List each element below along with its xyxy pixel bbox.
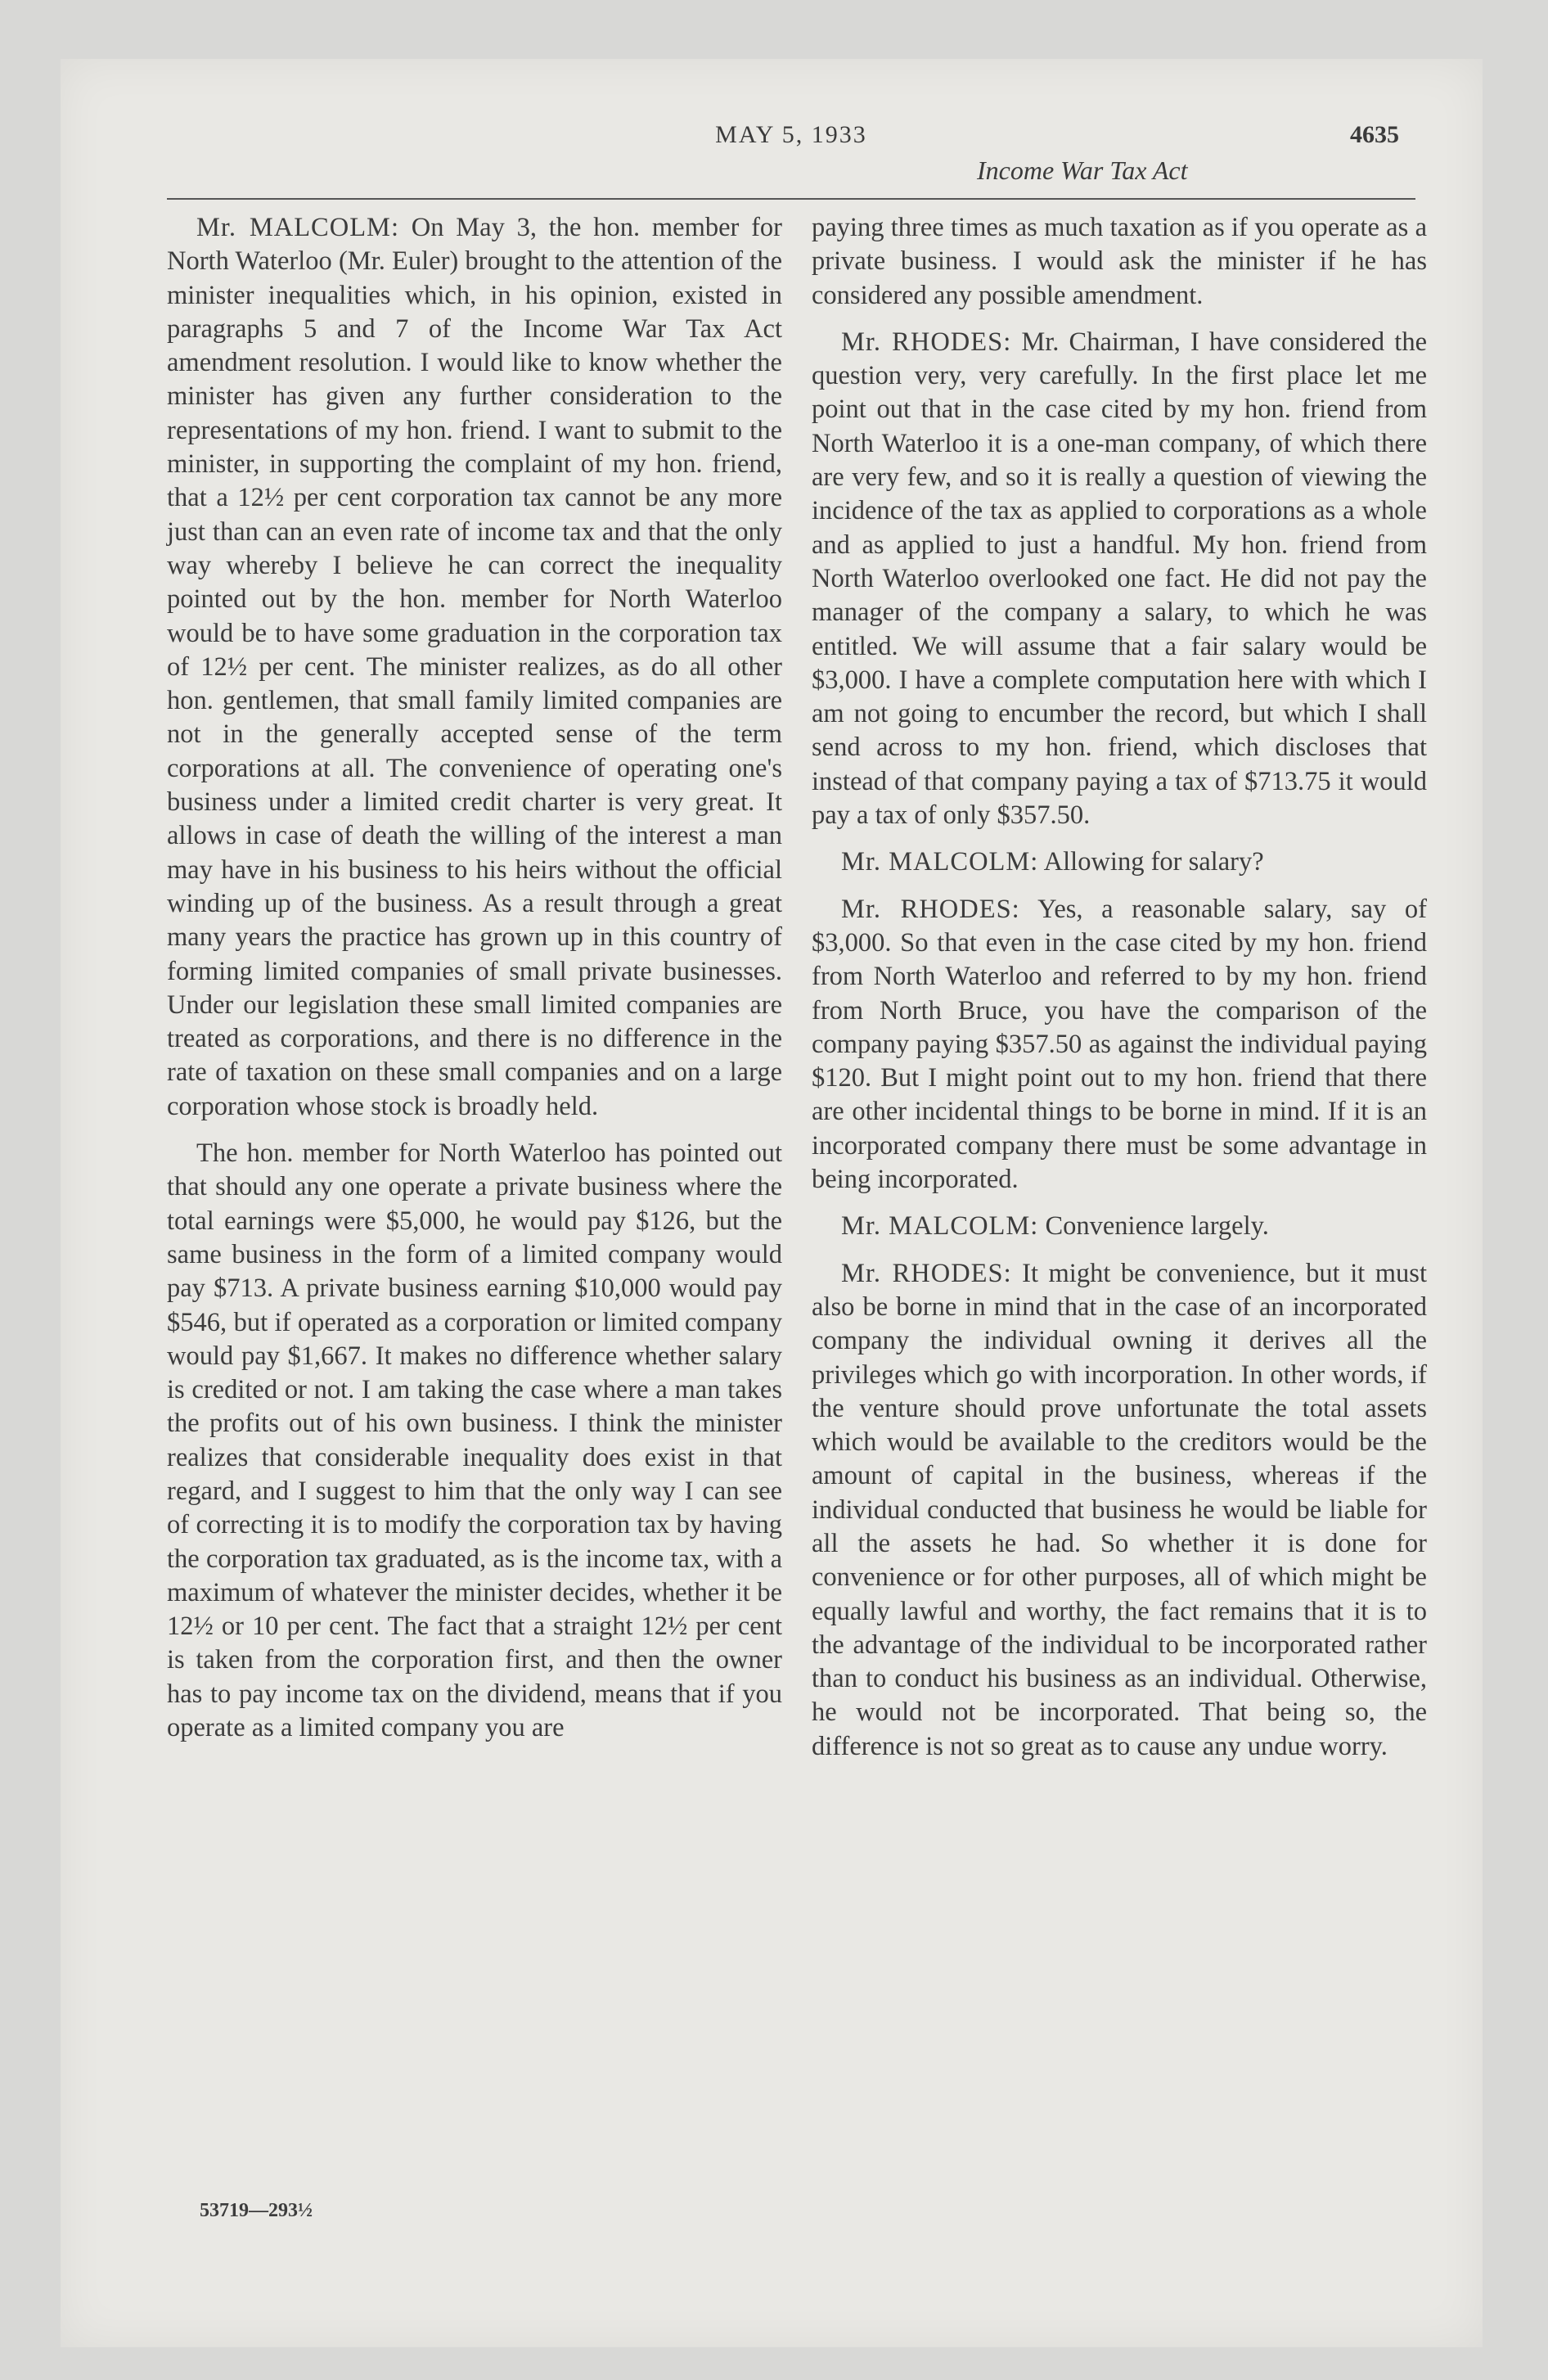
paragraph-text: The hon. member for North Waterloo has pointed out that should any one operate a private business where the total earnings were $5,000, he would pay $126, but the same business in the form of a limited company would pay $713. A private business earning $10,000 would pay $546, but if operated as a corporation or limited company would pay $1,667. It makes no difference whether salary is credited or not. I am taking the case where a man takes the profits out of his own business. I think the minister realizes that considerable inequality does exist in that regard, and I suggest to him that the only way I can see of correcting it is to modify the corporation tax by having the corporation tax graduated, as is the income tax, with a maximum of whatever the minister decides, whether it be 12½ or 10 per cent. The fact that a straight 12½ per cent is taken from the corporation first, and then the owner has to pay income tax on the dividend, means that if you operate as a limited company you are: [167, 1138, 782, 1743]
section-title: Income War Tax Act: [977, 156, 1188, 185]
paragraph: [812, 893, 1427, 1197]
paragraph-text: Convenience largely.: [1045, 1211, 1269, 1242]
paragraph-text: paying three times as much taxation as if you operate as a private business. I would ask the minister if he has considered any possible amendment.: [812, 213, 1427, 310]
speaker-name: Mr. MALCOLM:: [196, 213, 399, 242]
paragraph: [812, 845, 1427, 879]
paragraph: [812, 211, 1427, 313]
page-header: [167, 121, 1415, 187]
paragraph-text: On May 3, the hon. member for North Waterloo (Mr. Euler) brought to the attention of the minister inequalities which, in his opinion, existed in paragraphs 5 and 7 of the Income War Tax Act amendment resolution. I would like to know whether the minister has given any further consideration to the representations of my hon. friend. I want to submit to the minister, in supporting the complaint of my hon. friend, that a 12½ per cent corporation tax cannot be any more just than can an even rate of income tax and that the only way whereby I believe he can correct the inequality pointed out by the hon. member for North Waterloo would be to have some graduation in the corporation tax of 12½ per cent. The minister realizes, as do all other hon. gentlemen, that small family limited companies are not in the generally accepted sense of the term corporations at all. The convenience of operating one's business under a limited credit charter is very great. It allows in case of death the willing of the interest a man may have in his business to his heirs without the official winding up of the business. As a result through a great many years the practice has grown up in this country of forming limited companies of small private businesses. Under our legislation these small limited companies are treated as corporations, and there is no difference in the rate of taxation on these small companies and on a large corporation whose stock is broadly held.: [167, 213, 783, 1121]
speaker-name: Mr. RHODES:: [841, 894, 1020, 924]
header-date: MAY 5, 1933: [715, 121, 867, 148]
paragraph: [812, 1210, 1427, 1243]
paragraph: [812, 1257, 1427, 1764]
paragraph-text: It might be convenience, but it must also be borne in mind that in the case of an incorporated company the individual owning it derives all the privileges which go with incorporation. In other words, if the venture should prove unfortunate the total assets which would be available to the creditors would be the amount of capital in the business, whereas if the individual conducted that business he would be liable for all the assets he had. So whether it is done for convenience or for other purposes, all of which might be equally lawful and worthy, the fact remains that it is to the advantage of the individual to be incorporated rather than to conduct his business as an individual. Otherwise, he would not be incorporated. That being so, the difference is not so great as to cause any undue worry.: [812, 1258, 1427, 1761]
paragraph-text: Yes, a reasonable salary, say of $3,000. So that even in the case cited by my hon. friend from North Waterloo and referred to by my hon. friend from North Bruce, you have the comparison of the company paying $357.50 as against the individual paying $120. But I might point out to my hon. friend that there are other incidental things to be borne in mind. If it is an incorporated company there must be some advantage in being incorporated.: [812, 894, 1427, 1195]
paragraph: [167, 1137, 782, 1745]
page-number: 4635: [1350, 121, 1399, 148]
paragraph: [812, 326, 1427, 832]
paragraph-text: Mr. Chairman, I have considered the question very, very carefully. In the first place let me point out that in the case cited by my hon. friend from North Waterloo it is a one-man company, of which there are very few, and so it is really a question of viewing the incidence of the tax as applied to corporations as a whole and as applied to just a handful. My hon. friend from North Waterloo overlooked one fact. He did not pay the manager of the company a salary, to which he was entitled. We will assume that a fair salary would be $3,000. I have a complete computation here with which I am not going to encumber the record, but which I shall send across to my hon. friend, which discloses that instead of that company paying a tax of $713.75 it would pay a tax of only $357.50.: [812, 327, 1428, 831]
paragraph: [167, 211, 782, 1124]
header-rule: [167, 198, 1415, 200]
document-page: [61, 59, 1483, 2347]
print-code: 53719—293½: [200, 2200, 313, 2221]
speaker-name: Mr. MALCOLM:: [841, 847, 1039, 877]
speaker-name: Mr. MALCOLM:: [841, 1211, 1039, 1242]
right-column: [812, 211, 1427, 1764]
paragraph-text: Allowing for salary?: [1043, 847, 1264, 877]
speaker-name: Mr. RHODES:: [841, 327, 1012, 357]
left-column: [167, 211, 782, 1745]
speaker-name: Mr. RHODES:: [841, 1258, 1012, 1288]
